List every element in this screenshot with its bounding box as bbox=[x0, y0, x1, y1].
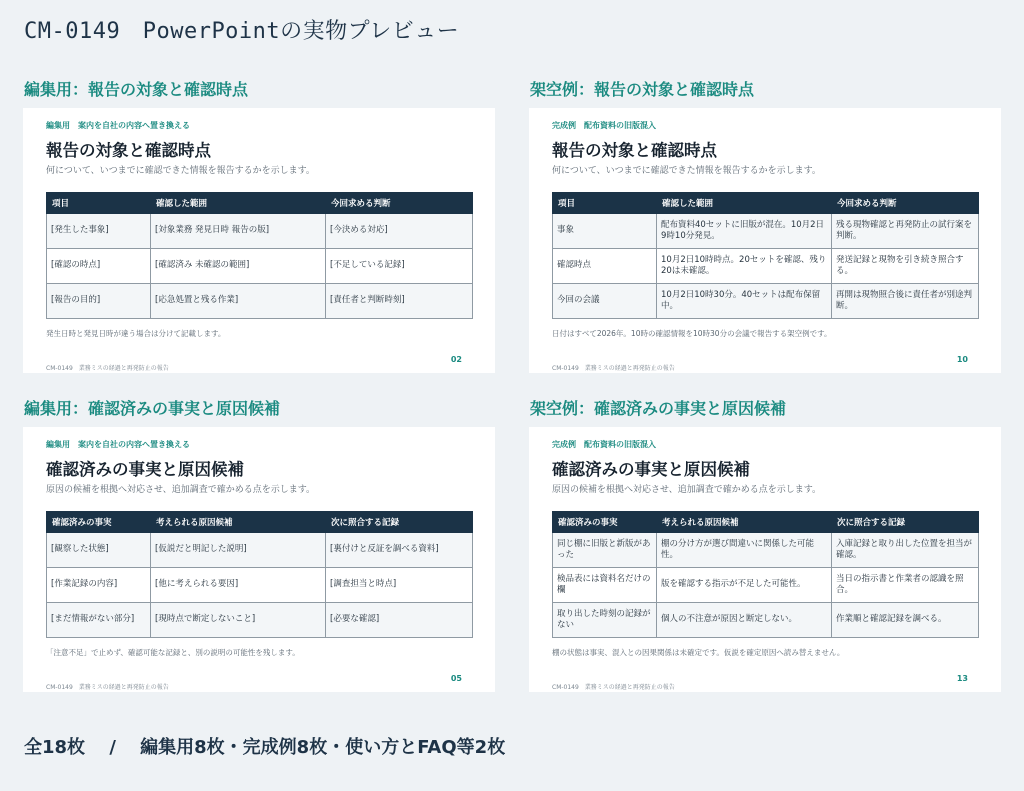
slide-card-example-scope[interactable] bbox=[529, 108, 1001, 373]
slide-table bbox=[46, 511, 473, 638]
slide-card-edit-facts[interactable] bbox=[23, 427, 495, 692]
slide-title: 報告の対象と確認時点 bbox=[46, 141, 211, 160]
footer-text: CM-0149 業務ミスの経過と再発防止の報告 bbox=[552, 684, 675, 691]
slide-footer bbox=[46, 355, 462, 372]
table-cell: [現時点で断定しないこと] bbox=[151, 603, 326, 638]
footer-text: CM-0149 業務ミスの経過と再発防止の報告 bbox=[552, 365, 675, 372]
table-cell: 確認時点 bbox=[553, 249, 657, 284]
table-cell: [裏付けと反証を調べる資料] bbox=[326, 533, 473, 568]
table-cell: [まだ情報がない部分] bbox=[47, 603, 151, 638]
table-cell: 再開は現物照合後に責任者が別途判断。 bbox=[832, 284, 979, 319]
table-header-cell: 確認した範囲 bbox=[151, 193, 326, 214]
table-cell: [観察した状態] bbox=[47, 533, 151, 568]
table-header-row bbox=[553, 512, 979, 533]
slide-footer bbox=[46, 674, 462, 691]
table-cell: 今回の会議 bbox=[553, 284, 657, 319]
table-cell: [必要な確認] bbox=[326, 603, 473, 638]
table-header-row bbox=[553, 193, 979, 214]
table-cell: [発生した事象] bbox=[47, 214, 151, 249]
table-header-cell: 次に照合する記録 bbox=[326, 512, 473, 533]
table-row bbox=[553, 284, 979, 319]
table-cell: [仮説だと明記した説明] bbox=[151, 533, 326, 568]
table-header-cell: 項目 bbox=[47, 193, 151, 214]
section-label-example-facts: 架空例：確認済みの事実と原因候補 bbox=[530, 399, 787, 418]
slide-subtitle: 何について、いつまでに確認できた情報を報告するかを示します。 bbox=[46, 166, 315, 176]
page-number: 13 bbox=[956, 674, 968, 683]
table-cell: 個人の不注意が原因と断定しない。 bbox=[657, 603, 832, 638]
table-cell: [確認の時点] bbox=[47, 249, 151, 284]
slide-table bbox=[46, 192, 473, 319]
slide-footer bbox=[552, 674, 968, 691]
table-row bbox=[47, 214, 473, 249]
table-header-cell: 今回求める判断 bbox=[326, 193, 473, 214]
table-cell: [不足している記録] bbox=[326, 249, 473, 284]
table-cell: [作業記録の内容] bbox=[47, 568, 151, 603]
slide-title: 確認済みの事実と原因候補 bbox=[552, 460, 750, 479]
table-cell: [応急処置と残る作業] bbox=[151, 284, 326, 319]
table-header-cell: 今回求める判断 bbox=[832, 193, 979, 214]
slide-count-summary: 全18枚 / 編集用8枚・完成例8枚・使い方とFAQ等2枚 bbox=[24, 737, 506, 758]
table-cell: [他に考えられる要因] bbox=[151, 568, 326, 603]
table-header-cell: 確認済みの事実 bbox=[47, 512, 151, 533]
slide-table bbox=[552, 511, 979, 638]
table-cell: 版を確認する指示が不足した可能性。 bbox=[657, 568, 832, 603]
table-row bbox=[553, 603, 979, 638]
page-number: 02 bbox=[450, 355, 462, 364]
slide-note: 発生日時と発見日時が違う場合は分けて記載します。 bbox=[46, 329, 226, 338]
slide-note: 棚の状態は事実、混入との因果関係は未確定です。仮説を確定原因へ読み替えません。 bbox=[552, 648, 845, 657]
table-cell: 取り出した時刻の記録がない bbox=[553, 603, 657, 638]
slide-subtitle: 何について、いつまでに確認できた情報を報告するかを示します。 bbox=[552, 166, 821, 176]
table-row bbox=[47, 568, 473, 603]
slide-footer bbox=[552, 355, 968, 372]
table-cell: [対象業務 発見日時 報告の版] bbox=[151, 214, 326, 249]
slide-title: 確認済みの事実と原因候補 bbox=[46, 460, 244, 479]
table-row bbox=[47, 603, 473, 638]
table-cell: 検品表には資料名だけの欄 bbox=[553, 568, 657, 603]
table-cell: 棚の分け方が選び間違いに関係した可能性。 bbox=[657, 533, 832, 568]
page-number: 10 bbox=[956, 355, 968, 364]
slide-table bbox=[552, 192, 979, 319]
table-cell: 10月2日10時30分。40セットは配布保留中。 bbox=[657, 284, 832, 319]
slide-subtitle: 原因の候補を根拠へ対応させ、追加調査で確かめる点を示します。 bbox=[46, 485, 316, 495]
slide-note: 「注意不足」で止めず、確認可能な記録と、別の説明の可能性を残します。 bbox=[46, 648, 300, 657]
footer-text: CM-0149 業務ミスの経過と再発防止の報告 bbox=[46, 365, 169, 372]
table-header-row bbox=[47, 512, 473, 533]
table-header-cell: 考えられる原因候補 bbox=[657, 512, 832, 533]
table-cell: 10月2日10時時点。20セットを確認、残り20は未確認。 bbox=[657, 249, 832, 284]
table-cell: 作業順と確認記録を調べる。 bbox=[832, 603, 979, 638]
table-header-cell: 確認済みの事実 bbox=[553, 512, 657, 533]
table-row bbox=[553, 249, 979, 284]
table-cell: 当日の指示書と作業者の認識を照合。 bbox=[832, 568, 979, 603]
table-cell: 同じ棚に旧版と新版があった bbox=[553, 533, 657, 568]
table-row bbox=[47, 284, 473, 319]
section-label-edit-facts: 編集用：確認済みの事実と原因候補 bbox=[24, 399, 281, 418]
table-row bbox=[553, 214, 979, 249]
table-header-cell: 次に照合する記録 bbox=[832, 512, 979, 533]
slide-kicker: 編集用 案内を自社の内容へ置き換える bbox=[46, 440, 190, 449]
slide-note: 日付はすべて2026年。10時の確認情報を10時30分の会議で報告する架空例です。 bbox=[552, 329, 832, 338]
table-cell: [調査担当と時点] bbox=[326, 568, 473, 603]
table-cell: 発送記録と現物を引き続き照合する。 bbox=[832, 249, 979, 284]
table-header-cell: 確認した範囲 bbox=[657, 193, 832, 214]
table-cell: [確認済み 未確認の範囲] bbox=[151, 249, 326, 284]
table-header-row bbox=[47, 193, 473, 214]
slide-kicker: 完成例 配布資料の旧版混入 bbox=[552, 440, 656, 449]
slide-kicker: 完成例 配布資料の旧版混入 bbox=[552, 121, 656, 130]
slide-card-example-facts[interactable] bbox=[529, 427, 1001, 692]
page-number: 05 bbox=[450, 674, 462, 683]
table-row bbox=[47, 533, 473, 568]
table-cell: 入庫記録と取り出した位置を担当が確認。 bbox=[832, 533, 979, 568]
section-label-edit-scope: 編集用：報告の対象と確認時点 bbox=[24, 80, 249, 99]
table-cell: [責任者と判断時刻] bbox=[326, 284, 473, 319]
table-row bbox=[47, 249, 473, 284]
table-header-cell: 項目 bbox=[553, 193, 657, 214]
table-cell: [今決める対応] bbox=[326, 214, 473, 249]
table-cell: 残る現物確認と再発防止の試行案を判断。 bbox=[832, 214, 979, 249]
table-cell: 配布資料40セットに旧版が混在。10月2日9時10分発見。 bbox=[657, 214, 832, 249]
footer-text: CM-0149 業務ミスの経過と再発防止の報告 bbox=[46, 684, 169, 691]
slide-kicker: 編集用 案内を自社の内容へ置き換える bbox=[46, 121, 190, 130]
table-cell: [報告の目的] bbox=[47, 284, 151, 319]
slide-card-edit-scope[interactable] bbox=[23, 108, 495, 373]
slide-title: 報告の対象と確認時点 bbox=[552, 141, 717, 160]
table-row bbox=[553, 568, 979, 603]
slide-subtitle: 原因の候補を根拠へ対応させ、追加調査で確かめる点を示します。 bbox=[552, 485, 822, 495]
page-title: CM-0149 PowerPointの実物プレビュー bbox=[24, 19, 460, 44]
table-row bbox=[553, 533, 979, 568]
table-cell: 事象 bbox=[553, 214, 657, 249]
section-label-example-scope: 架空例：報告の対象と確認時点 bbox=[530, 80, 755, 99]
table-header-cell: 考えられる原因候補 bbox=[151, 512, 326, 533]
